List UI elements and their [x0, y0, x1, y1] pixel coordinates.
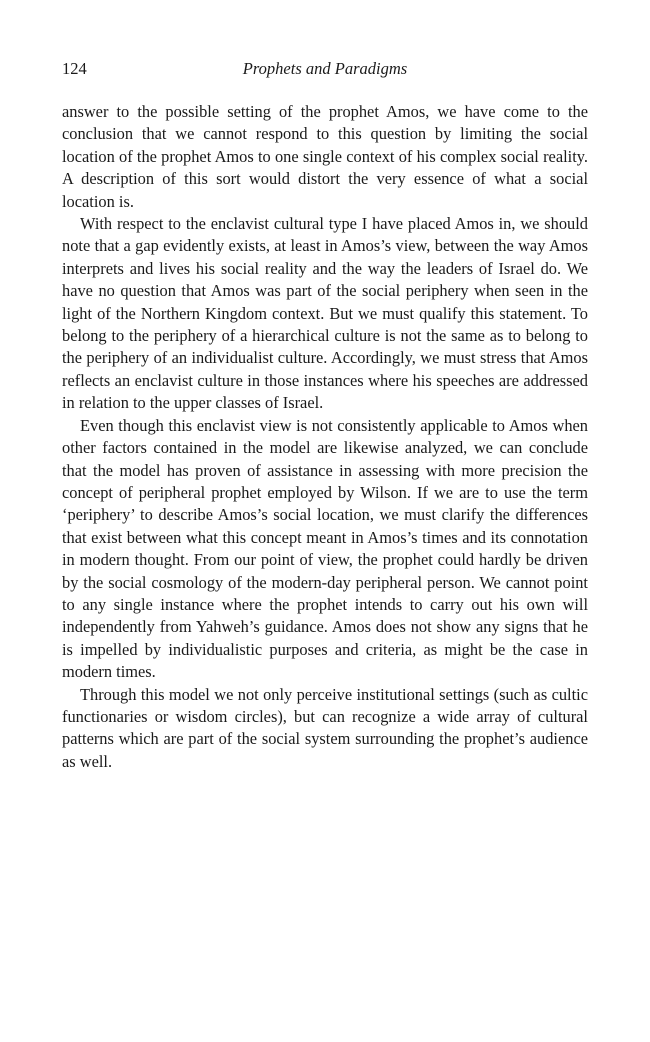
paragraph-enclavist-gap: With respect to the enclavist cultural type I have placed Amos in, we should note that a gap evidently exists, at least in Amos’s view, between the way Amos interprets and lives his social reality and the way the leaders of Israel do. We have no question that Amos was part of the social periphery when seen in the light of the Northern Kingdom context. But we must qualify this statement. To belong to the periphery of a hierarchical culture is not the same as to belong to the periphery of an individualist culture. Accordingly, we must stress that Amos reflects an enclavist culture in those instances where his speeches are addressed in relation to the upper classes of Israel.	[62, 214, 588, 413]
running-head	[62, 58, 588, 80]
paragraph-cultural-patterns: Through this model we not only perceive institutional settings (such as cultic functionaries or wisdom circles), but can recognize a wide array of cultural patterns which are part of the social system surrounding the prophet’s audience as well.	[62, 684, 588, 771]
running-title: Prophets and Paradigms	[242, 59, 408, 78]
paragraph-peripheral-prophet: Even though this enclavist view is not consistently applicable to Amos when other factors contained in the model are likewise analyzed, we can conclude that the model has proven of assistance in assessing with more precision the concept of peripheral prophet employed by Wilson. If we are to use the term ‘periphery’ to describe Amos’s social location, we must clarify the differences that exist between what this concept meant in Amos’s times and its connotation in modern thought. From our point of view, the prophet could hardly be driven by the social cosmology of the modern-day peripheral person. We cannot point to any single instance where the prophet intends to carry out his own will independently from Yahweh’s guidance. Amos does not show any signs that he is impelled by individualistic purposes and criteria, as might be the case in modern times.	[62, 415, 588, 682]
paragraph-continued: answer to the possible setting of the prophet Amos, we have come to the conclusion that we cannot respond to this question by limiting the social location of the prophet Amos to one single context of his complex social reality. A description of this sort would distort the very essence of what a social location is.	[62, 102, 588, 211]
page-number: 124	[62, 59, 87, 78]
body-text	[62, 101, 588, 773]
